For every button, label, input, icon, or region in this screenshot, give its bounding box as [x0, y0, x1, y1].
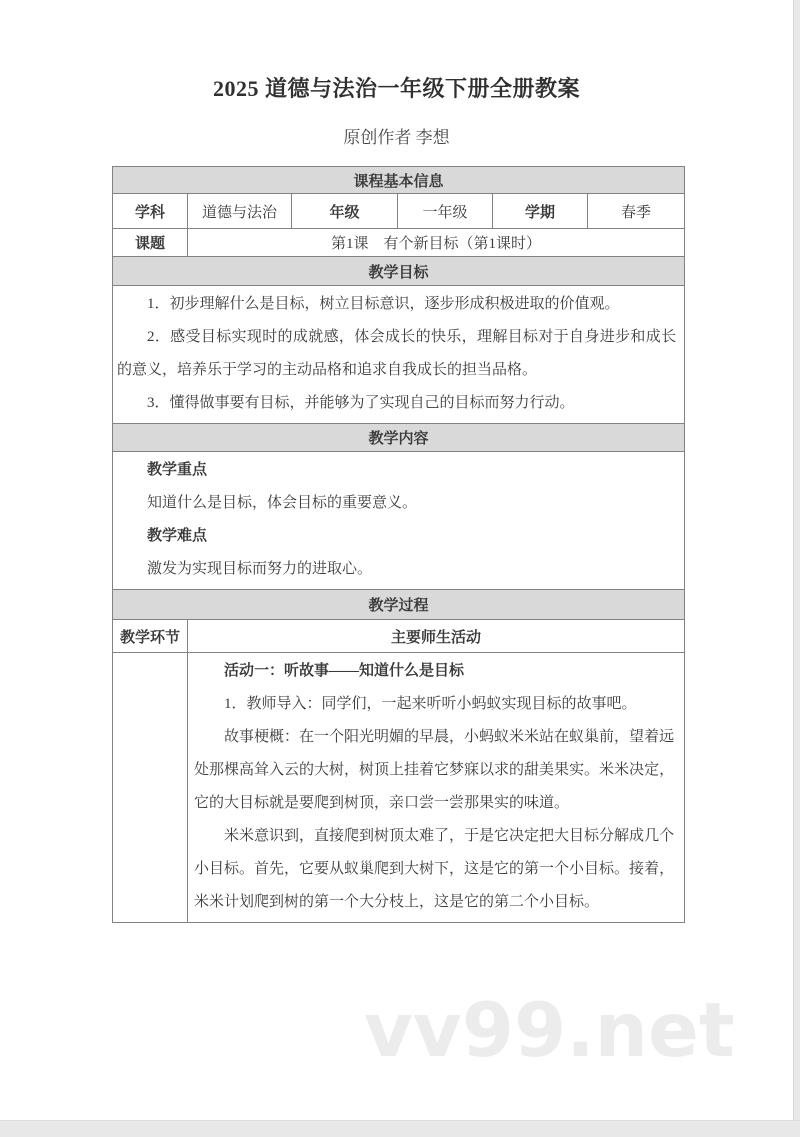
table-row	[113, 452, 685, 590]
objectives-header-cell: 教学目标	[113, 257, 685, 286]
author-line: 原创作者 李想	[343, 128, 450, 147]
objectives-body-cell	[113, 286, 685, 424]
subject-label-cell: 学科	[113, 194, 188, 229]
content-line: 教学难点	[147, 528, 208, 544]
stage-empty-cell	[113, 653, 188, 923]
table-row	[113, 229, 685, 257]
page-title: 2025 道德与法治一年级下册全册教案	[212, 76, 580, 101]
lesson-plan-table	[112, 166, 685, 923]
activity-body-cell	[188, 653, 685, 923]
subject-value-cell: 道德与法治	[188, 194, 292, 229]
grade-value-cell: 一年级	[398, 194, 493, 229]
activity-paragraph: 1．教师导入：同学们，一起来听听小蚂蚁实现目标的故事吧。	[224, 696, 637, 712]
activity-paragraph: 米米意识到，直接爬到树顶太难了，于是它决定把大目标分解成几个小目标。首先，它要从蚁巢爬到大树下，这是它的第一个小目标。接着，米米计划爬到树的第一个大分枝上，这是它的第二个小目标。	[194, 828, 675, 910]
basic-info-header-cell: 课程基本信息	[113, 167, 685, 194]
objective-item: 3．懂得做事要有目标，并能够为了实现自己的目标而努力行动。	[147, 395, 575, 411]
semester-value-cell: 春季	[588, 194, 685, 229]
page-bottom-edge	[0, 1120, 800, 1137]
activity-paragraph: 故事梗概：在一个阳光明媚的早晨，小蚂蚁米米站在蚁巢前，望着远处那棵高耸入云的大树，树顶上挂着它梦寐以求的甜美果实。米米决定，它的大目标就是要爬到树顶，亲口尝一尝那果实的味道。	[194, 729, 675, 811]
table-row	[113, 257, 685, 286]
site-watermark: vv99.net	[364, 986, 735, 1074]
topic-label-cell: 课题	[113, 229, 188, 257]
semester-label-cell: 学期	[493, 194, 588, 229]
stage-label-cell: 教学环节	[113, 620, 188, 653]
table-row	[113, 620, 685, 653]
table-row	[113, 286, 685, 424]
grade-label-cell: 年级	[292, 194, 398, 229]
table-row	[113, 653, 685, 923]
activity-paragraph: 活动一：听故事——知道什么是目标	[224, 663, 465, 679]
activity-label-cell: 主要师生活动	[188, 620, 685, 653]
process-header-cell: 教学过程	[113, 590, 685, 620]
table-row	[113, 194, 685, 229]
content-body-cell	[113, 452, 685, 590]
content-line: 知道什么是目标，体会目标的重要意义。	[147, 495, 418, 511]
table-row	[113, 424, 685, 452]
content-line: 教学重点	[147, 462, 208, 478]
objective-item: 2．感受目标实现时的成就感，体会成长的快乐，理解目标对于自身进步和成长的意义，培养乐于学习的主动品格和追求自我成长的担当品格。	[117, 329, 677, 378]
content-line: 激发为实现目标而努力的进取心。	[147, 561, 373, 577]
table-row	[113, 167, 685, 194]
topic-value-cell: 第1课 有个新目标（第1课时）	[188, 229, 685, 257]
content-header-cell: 教学内容	[113, 424, 685, 452]
objective-item: 1．初步理解什么是目标，树立目标意识，逐步形成积极进取的价值观。	[147, 296, 620, 312]
table-row	[113, 590, 685, 620]
